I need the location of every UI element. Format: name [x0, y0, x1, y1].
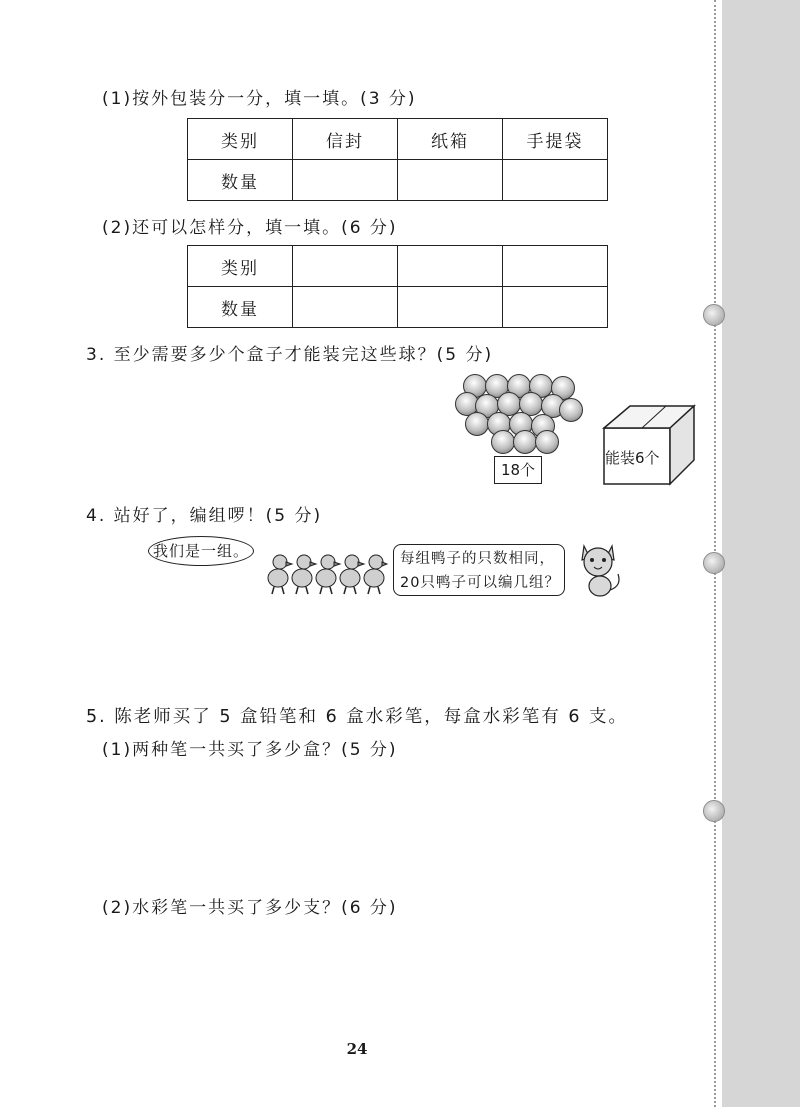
cat-speech-line-1: 每组鸭子的只数相同，: [400, 551, 555, 567]
q2-part1-prompt: (1)按外包装分一分，填一填。(3 分): [102, 89, 417, 109]
q3-prompt: 3. 至少需要多少个盒子才能装完这些球？(5 分): [86, 345, 494, 365]
table1-header-category: 类别: [188, 119, 293, 160]
ducklings-illustration: [264, 548, 388, 596]
page-number: 24: [346, 1040, 368, 1058]
binding-hole-icon: [703, 552, 725, 574]
table2-answer-cell[interactable]: [398, 287, 503, 328]
q2-part2-prompt: (2)还可以怎样分，填一填。(6 分): [102, 218, 398, 238]
table1-answer-cell[interactable]: [398, 160, 503, 201]
balls-illustration: [455, 372, 575, 452]
balls-count-label: 18个: [494, 456, 542, 484]
table1-answer-cell[interactable]: [503, 160, 608, 201]
cat-icon: [578, 540, 624, 598]
carton-box-icon: [600, 402, 698, 488]
table2-row-quantity-label: 数量: [188, 287, 293, 328]
cat-speech-bubble: [393, 544, 565, 596]
ducks-speech-bubble: 我们是一组。: [148, 536, 254, 566]
table2-row-category-label: 类别: [188, 246, 293, 287]
q5-part2-prompt: (2)水彩笔一共买了多少支？(6 分): [102, 898, 398, 918]
q4-prompt: 4. 站好了，编组啰！(5 分): [86, 506, 323, 526]
table1-header-envelope: 信封: [293, 119, 398, 160]
binding-hole-icon: [703, 304, 725, 326]
table2-answer-cell[interactable]: [503, 287, 608, 328]
q5-part1-prompt: (1)两种笔一共买了多少盒？(5 分): [102, 740, 398, 760]
q5-prompt: 5. 陈老师买了 5 盒铅笔和 6 盒水彩笔，每盒水彩笔有 6 支。: [86, 707, 629, 727]
classification-table-2: [187, 245, 608, 328]
table1-header-handbag: 手提袋: [503, 119, 608, 160]
cat-speech-line-2: 20只鸭子可以编几组？: [400, 575, 560, 591]
table2-answer-cell[interactable]: [293, 246, 398, 287]
table2-answer-cell[interactable]: [398, 246, 503, 287]
table1-row-quantity-label: 数量: [188, 160, 293, 201]
binding-hole-icon: [703, 800, 725, 822]
binding-margin: [722, 0, 800, 1107]
table2-answer-cell[interactable]: [293, 287, 398, 328]
table2-answer-cell[interactable]: [503, 246, 608, 287]
box-capacity-label: 能装6个: [605, 449, 660, 467]
classification-table-1: [187, 118, 608, 201]
table1-answer-cell[interactable]: [293, 160, 398, 201]
table1-header-carton: 纸箱: [398, 119, 503, 160]
